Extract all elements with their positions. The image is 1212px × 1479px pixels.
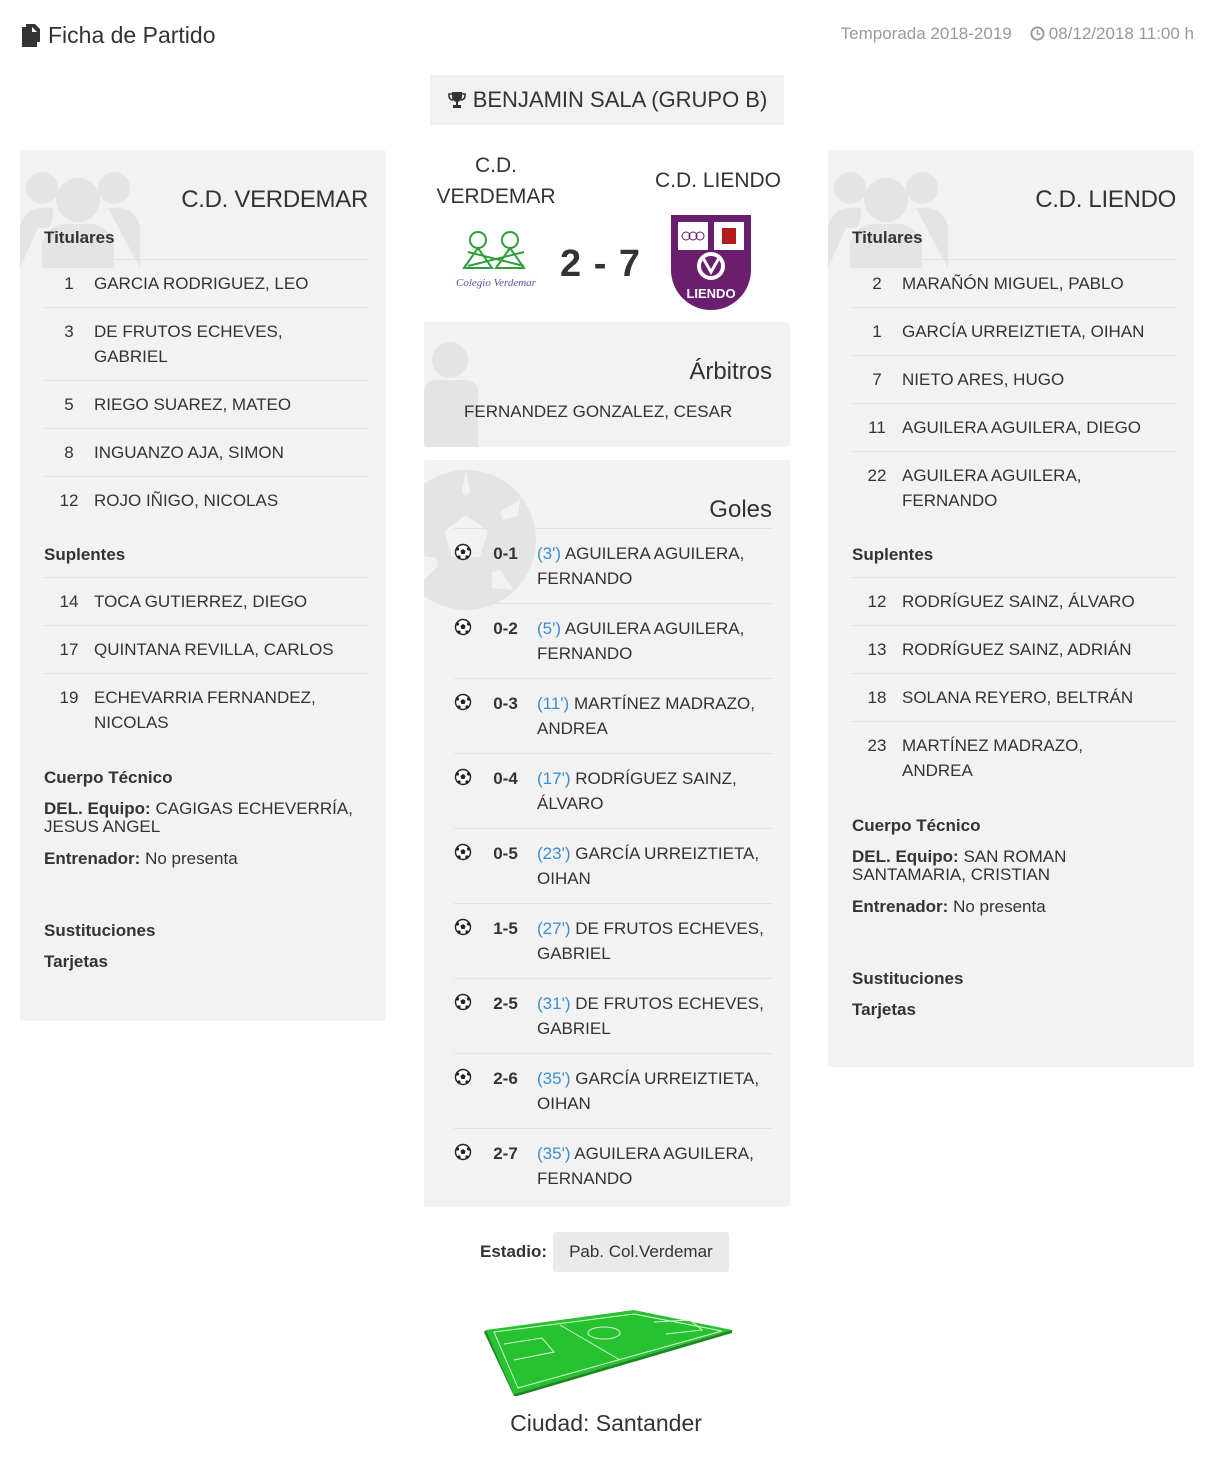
- goal-row: [454, 678, 772, 753]
- goal-minute[interactable]: (27'): [537, 919, 571, 938]
- away-subs-label: Suplentes: [852, 545, 934, 564]
- soccer-ball-icon: [454, 768, 472, 786]
- goal-score: 2-5: [493, 994, 518, 1013]
- clock-icon: [1030, 26, 1045, 41]
- away-team-header: C.D. LIENDO: [654, 169, 782, 192]
- goal-detail: [537, 1141, 772, 1191]
- player-name: INGUANZO AJA, SIMON: [94, 443, 284, 462]
- home-team-panel: [20, 150, 386, 1021]
- home-team-header-line2: VERDEMAR: [436, 185, 556, 208]
- away-team-name: C.D. LIENDO: [1035, 186, 1176, 213]
- goal-row: [454, 528, 772, 603]
- goal-detail: [537, 691, 772, 741]
- delegate-label: DEL. Equipo:: [44, 799, 151, 818]
- goal-row: [454, 978, 772, 1053]
- goal-minute[interactable]: (5'): [537, 619, 562, 638]
- home-team-header-line1: C.D.: [475, 154, 517, 177]
- player-row: [852, 673, 1176, 721]
- player-row: [44, 380, 368, 428]
- player-number: 19: [59, 688, 79, 707]
- away-staff-label: Cuerpo Técnico: [852, 816, 981, 835]
- goal-detail: [537, 1066, 772, 1116]
- goal-scorer: DE FRUTOS ECHEVES, GABRIEL: [537, 994, 764, 1038]
- competition-badge: [430, 75, 784, 125]
- away-team-panel: [828, 150, 1194, 1067]
- player-row: [44, 307, 368, 380]
- delegate-name: SAN ROMAN SANTAMARIA, CRISTIAN: [852, 847, 1067, 884]
- away-starters-label: Titulares: [852, 228, 923, 247]
- goal-row: [454, 1053, 772, 1128]
- page-title-text: Ficha de Partido: [48, 22, 216, 48]
- home-starters-label: Titulares: [44, 228, 115, 247]
- home-logo-text: Colegio Verdemar: [456, 277, 536, 289]
- player-row: [852, 259, 1176, 307]
- player-number: 1: [872, 322, 882, 341]
- referees-card: [424, 322, 790, 447]
- player-row: [44, 577, 368, 625]
- coach-name: No presenta: [953, 897, 1046, 916]
- player-name: DE FRUTOS ECHEVES, GABRIEL: [94, 322, 283, 366]
- player-name: GARCÍA URREIZTIETA, OIHAN: [902, 322, 1145, 341]
- stadium-label: Estadio:: [480, 1242, 548, 1261]
- goal-row: [454, 753, 772, 828]
- player-name: NIETO ARES, HUGO: [902, 370, 1065, 389]
- goal-minute[interactable]: (3'): [537, 544, 562, 563]
- player-row: [852, 577, 1176, 625]
- player-number: 12: [59, 491, 79, 510]
- soccer-ball-icon: [454, 993, 472, 1011]
- goal-score: 0-3: [493, 694, 518, 713]
- player-name: SOLANA REYERO, BELTRÁN: [902, 688, 1134, 707]
- goals-title: Goles: [709, 496, 772, 523]
- home-subs-label: Suplentes: [44, 545, 126, 564]
- goal-detail: [537, 541, 772, 591]
- soccer-ball-icon: [454, 918, 472, 936]
- goal-detail: [537, 766, 772, 816]
- soccer-ball-icon: [454, 843, 472, 861]
- goal-score: 0-4: [493, 769, 518, 788]
- player-name: GARCIA RODRIGUEZ, LEO: [94, 274, 309, 293]
- player-number: 1: [64, 274, 74, 293]
- player-row: [852, 721, 1176, 794]
- goal-scorer: AGUILERA AGUILERA, FERNANDO: [537, 1144, 754, 1188]
- stadium-row: [480, 1232, 729, 1272]
- player-number: 23: [867, 736, 887, 755]
- away-coach: [852, 898, 1176, 916]
- goal-scorer: GARCÍA URREIZTIETA, OIHAN: [537, 844, 760, 888]
- player-number: 3: [64, 322, 74, 341]
- goals-card: [424, 460, 790, 1207]
- player-name: AGUILERA AGUILERA, FERNANDO: [902, 466, 1082, 510]
- document-icon: [20, 23, 42, 49]
- soccer-ball-icon: [454, 1068, 472, 1086]
- away-cards-label: Tarjetas: [852, 1000, 916, 1019]
- player-name: ROJO IÑIGO, NICOLAS: [94, 491, 279, 510]
- goal-row: [454, 1128, 772, 1203]
- player-row: [852, 403, 1176, 451]
- goal-score: 2-6: [493, 1069, 518, 1088]
- goal-detail: [537, 616, 772, 666]
- goal-minute[interactable]: (35'): [537, 1069, 571, 1088]
- home-team-name: C.D. VERDEMAR: [181, 186, 368, 213]
- player-name: RODRÍGUEZ SAINZ, ADRIÁN: [902, 640, 1132, 659]
- goal-scorer: RODRÍGUEZ SAINZ, ÁLVARO: [537, 769, 737, 813]
- player-number: 11: [868, 418, 886, 437]
- soccer-ball-icon: [454, 1143, 472, 1161]
- goal-row: [454, 903, 772, 978]
- goal-minute[interactable]: (11'): [537, 694, 570, 713]
- goal-score: 1-5: [493, 919, 518, 938]
- player-name: RIEGO SUAREZ, MATEO: [94, 395, 292, 414]
- goal-detail: [537, 991, 772, 1041]
- city-label: Ciudad: Santander: [510, 1410, 702, 1436]
- coach-label: Entrenador:: [852, 897, 949, 916]
- away-delegate: [852, 848, 1176, 884]
- pitch-icon: [484, 1308, 734, 1396]
- home-delegate: [44, 800, 368, 836]
- season-label: Temporada 2018-2019: [840, 24, 1012, 43]
- player-name: TOCA GUTIERREZ, DIEGO: [94, 592, 308, 611]
- page-title: [20, 22, 215, 49]
- goal-minute[interactable]: (17'): [537, 769, 571, 788]
- player-name: MARAÑÓN MIGUEL, PABLO: [902, 274, 1124, 293]
- goal-detail: [537, 916, 772, 966]
- home-subs-list: [44, 577, 368, 746]
- player-name: ECHEVARRIA FERNANDEZ, NICOLAS: [94, 688, 316, 732]
- goal-scorer: GARCÍA URREIZTIETA, OIHAN: [537, 1069, 760, 1113]
- home-team-logo: [448, 228, 544, 292]
- player-number: 13: [867, 640, 887, 659]
- player-row: [852, 625, 1176, 673]
- goal-scorer: AGUILERA AGUILERA, FERNANDO: [537, 544, 745, 588]
- player-number: 17: [59, 640, 79, 659]
- goal-score: 0-5: [493, 844, 518, 863]
- goals-list: [454, 528, 772, 1203]
- away-team-logo: [668, 212, 754, 310]
- datetime-text: 08/12/2018 11:00 h: [1048, 24, 1194, 43]
- goal-scorer: DE FRUTOS ECHEVES, GABRIEL: [537, 919, 764, 963]
- player-number: 2: [872, 274, 882, 293]
- home-starters-list: [44, 259, 368, 524]
- player-number: 22: [867, 466, 887, 485]
- referees-title: Árbitros: [689, 358, 772, 385]
- player-number: 12: [867, 592, 887, 611]
- match-meta: [841, 24, 1194, 44]
- goal-score: 2-7: [493, 1144, 518, 1163]
- away-logo-text: LIENDO: [686, 286, 736, 301]
- competition-name: BENJAMIN SALA (GRUPO B): [472, 87, 768, 112]
- player-row: [44, 476, 368, 524]
- delegate-name: CAGIGAS ECHEVERRÍA, JESUS ANGEL: [44, 799, 353, 836]
- player-name: RODRÍGUEZ SAINZ, ÁLVARO: [902, 592, 1135, 611]
- person-icon: [424, 334, 484, 447]
- player-row: [852, 451, 1176, 524]
- match-score: 2 - 7: [560, 243, 642, 285]
- soccer-ball-icon: [454, 693, 472, 711]
- player-number: 7: [872, 370, 882, 389]
- player-name: QUINTANA REVILLA, CARLOS: [94, 640, 334, 659]
- goal-score: 0-2: [493, 619, 518, 638]
- delegate-label: DEL. Equipo:: [852, 847, 959, 866]
- player-row: [44, 625, 368, 673]
- goal-scorer: AGUILERA AGUILERA, FERNANDO: [537, 619, 745, 663]
- goal-row: [454, 828, 772, 903]
- home-coach: [44, 850, 368, 868]
- player-name: AGUILERA AGUILERA, DIEGO: [902, 418, 1142, 437]
- player-row: [852, 355, 1176, 403]
- stadium-value[interactable]: Pab. Col.Verdemar: [553, 1232, 729, 1272]
- coach-label: Entrenador:: [44, 849, 141, 868]
- coach-name: No presenta: [145, 849, 238, 868]
- player-row: [44, 259, 368, 307]
- player-row: [44, 428, 368, 476]
- player-number: 14: [59, 592, 79, 611]
- away-substitutions-label: Sustituciones: [852, 969, 964, 988]
- match-datetime: [1030, 24, 1194, 44]
- player-row: [852, 307, 1176, 355]
- goal-score: 0-1: [493, 544, 518, 563]
- trophy-icon: [447, 90, 467, 110]
- player-number: 8: [64, 443, 74, 462]
- referee-name: FERNANDEZ GONZALEZ, CESAR: [464, 402, 733, 421]
- goal-minute[interactable]: (35'): [537, 1144, 571, 1163]
- goal-minute[interactable]: (23'): [537, 844, 571, 863]
- goal-minute[interactable]: (31'): [537, 994, 571, 1013]
- away-subs-list: [852, 577, 1176, 794]
- soccer-ball-icon: [454, 618, 472, 636]
- player-number: 18: [867, 688, 887, 707]
- player-row: [44, 673, 368, 746]
- goal-row: [454, 603, 772, 678]
- home-substitutions-label: Sustituciones: [44, 921, 156, 940]
- home-staff-label: Cuerpo Técnico: [44, 768, 173, 787]
- player-name: MARTÍNEZ MADRAZO, ANDREA: [902, 736, 1084, 780]
- home-cards-label: Tarjetas: [44, 952, 108, 971]
- away-starters-list: [852, 259, 1176, 524]
- home-team-header: [426, 150, 566, 212]
- player-number: 5: [64, 395, 74, 414]
- soccer-ball-icon: [454, 543, 472, 561]
- goal-scorer: MARTÍNEZ MADRAZO, ANDREA: [537, 694, 755, 738]
- goal-detail: [537, 841, 772, 891]
